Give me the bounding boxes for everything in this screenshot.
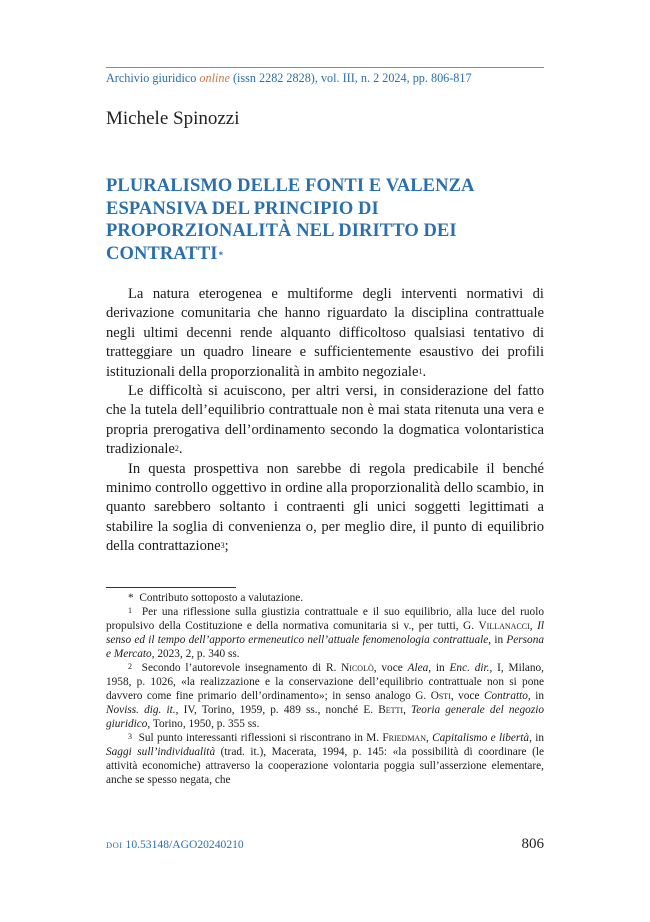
- doi-link[interactable]: [106, 838, 244, 851]
- footnote-1: $^1$ Per una riflessione sulla giustizia contrattuale e il suo equilibrio, alla luce del ruolo propulsivo della Costituzione e della normativa comunitaria si v., per tutti, G. Villanacci, Il senso ed il tempo dell’apporto ermeneutico nell’attuale fenomenologia contrattuale, in Persona e Mercato, 2023, 2, p. 340 ss.: [106, 606, 545, 660]
- footnote-2: $^2$ Secondo l’autorevole insegnamento di R. Nicolò, voce Alea, in Enc. dir., I, Milano, 1958, p. 1026, «la realizzazione e la conservazione dell’equilibrio contrattuale non si pone davvero come fine primario dell’ordinamento»; in senso analogo G. Osti, voce Contratto, in Noviss. dig. it., IV, Torino, 1959, p. 489 ss., nonché E. Betti, Teoria generale del negozio giuridico, Torino, 1950, p. 355 ss.: [106, 662, 545, 730]
- journal-header: [106, 71, 544, 86]
- title-line: PLURALISMO DELLE FONTI E VALENZA: [106, 176, 475, 196]
- footnote-rule: [106, 587, 236, 588]
- title-footnote-marker[interactable]: *: [218, 249, 224, 260]
- paragraph: La natura eterogenea e multiforme degli interventi normativi di derivazione comunitaria che hanno riguardato la disciplina contrattuale negli ultimi decenni rende alquanto difficoltoso qualsiasi tentativo di tratteggiare un quadro lineare e sufficientemente esaustivo dei profili istituzionali della proporzionalità in ambito negoziale$^1$.: [106, 286, 544, 380]
- title-line: PROPORZIONALITÀ NEL DIRITTO DEI: [106, 221, 457, 241]
- doi-value[interactable]: 10.53148/AGO20240210: [125, 838, 244, 851]
- title-line: ESPANSIVA DEL PRINCIPIO DI: [106, 198, 379, 219]
- article-title: [106, 175, 546, 265]
- footnote-star: * Contributo sottoposto a valutazione.: [128, 592, 304, 604]
- page-number: 806: [521, 836, 544, 852]
- author-name: Michele Spinozzi: [106, 108, 240, 129]
- body-text: [106, 285, 544, 557]
- doi-label: DOI: [106, 840, 123, 850]
- header-rule: [106, 67, 544, 68]
- footnote-ref[interactable]: 3: [220, 541, 225, 551]
- footnote-mark: 1: [128, 606, 132, 615]
- paragraph: Le difficoltà si acuiscono, per altri versi, in considerazione del fatto che la tutela dell’equilibrio contrattuale non è mai stata ritenuta una vera e propria prerogativa dell’ordinamento secondo la dogmatica volontaristica tradizionale$^2$.: [106, 383, 544, 458]
- journal-issue: (issn 2282 2828), vol. III, n. 2 2024, pp. 806-817: [229, 71, 472, 85]
- footnote-ref[interactable]: 1: [418, 366, 423, 376]
- footnote-ref[interactable]: 2: [174, 444, 179, 454]
- footnote-mark: 2: [128, 662, 132, 671]
- paragraph: In questa prospettiva non sarebbe di regola predicabile il benché minimo controllo oggettivo in ordine alla proporzionalità dello scambio, in quanto sarebbero soltanto i contraenti gli unici soggetti legittimati a stabilire la soglia di convenienza o, per meglio dire, il punto di equilibrio della contrattazione$^3$;: [106, 460, 544, 555]
- journal-name: Archivio giuridico: [106, 71, 200, 85]
- journal-online: online: [199, 71, 230, 85]
- footnote-3: $^3$ Sul punto interessanti riflessioni si riscontrano in M. Friedman, Capitalismo e libertà, in Saggi sull’individualità (trad. it.), Macerata, 1994, p. 145: «la possibilità di coordinare (le attività economiche) attraverso la cooperazione volontaria poggia sull’asserzione elementare, anche se spesso negata, che: [106, 732, 544, 786]
- title-line: CONTRATTI: [106, 243, 218, 264]
- footnote-mark: 3: [128, 732, 132, 741]
- footnotes: [106, 591, 544, 787]
- footnote-mark: *: [128, 592, 134, 604]
